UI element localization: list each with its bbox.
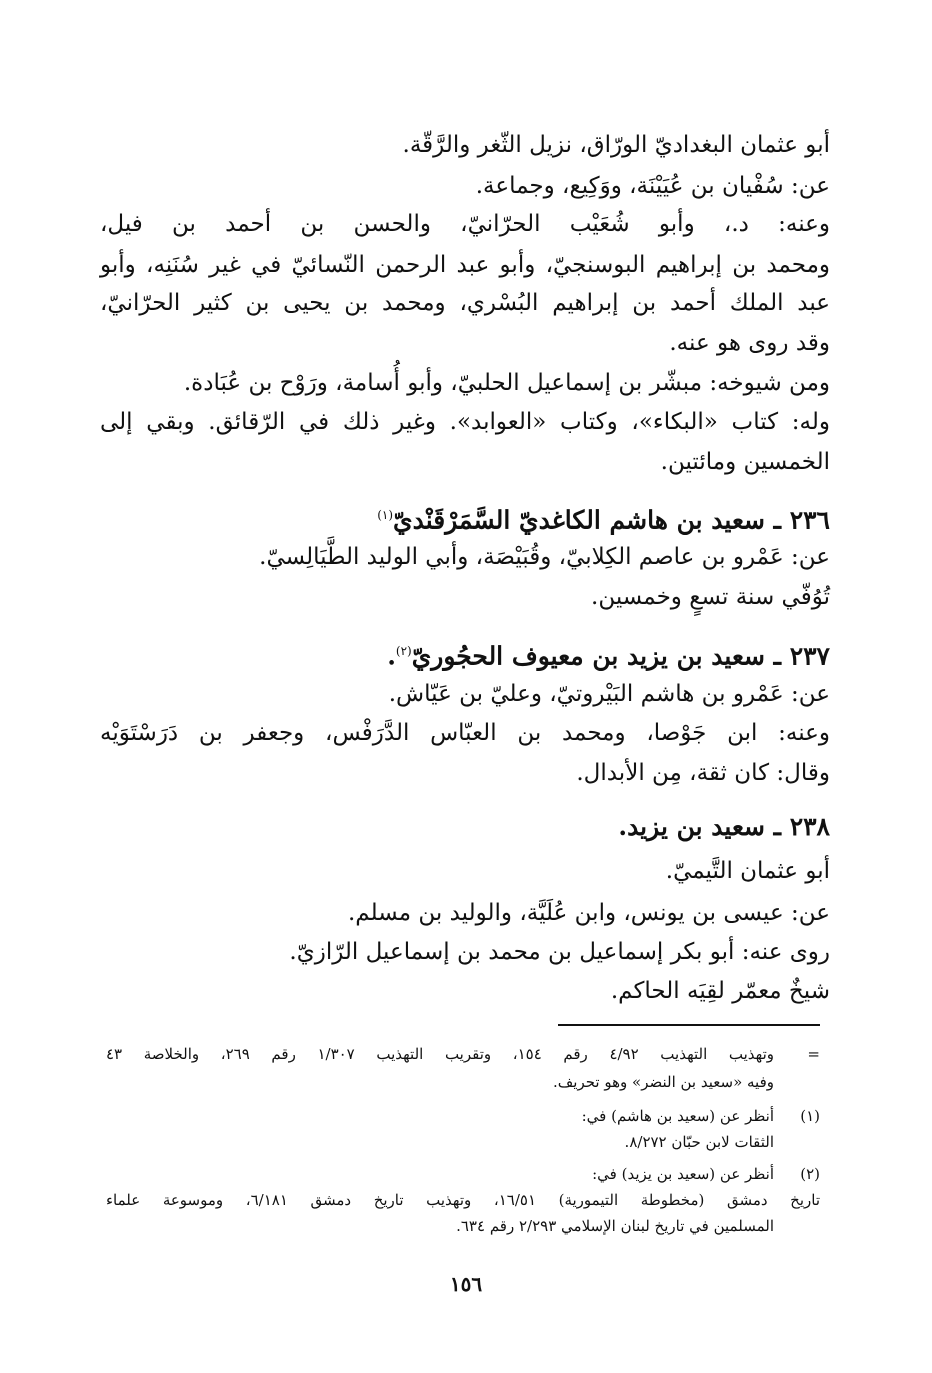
page-number: ١٥٦ (449, 1272, 483, 1296)
trailing-period: . (387, 641, 396, 671)
footnote-number: (١) (800, 1107, 820, 1125)
footnote-divider (558, 1024, 820, 1026)
footnote-line: تاريخ دمشق (مخطوطة التيمورية) ١٦/٥١، وتهذيب تاريخ دمشق ٦/١٨١، وموسوعة علماء (106, 1191, 820, 1209)
text-line: شيخٌ معمّر لقِيَه الحاكم. (610, 978, 830, 1004)
footnote-line: أنظر عن (سعيد بن هاشم) في: (581, 1107, 774, 1125)
footnote-number: (٢) (800, 1165, 820, 1183)
entry-heading (377, 498, 830, 537)
text-line: عن: عَمْرو بن عاصم الكِلابيّ، وقُبَيْصَة، وأبي الوليد الطَّيَالِسيّ. (259, 544, 830, 570)
text-line: وله: كتاب «البكاء»، وكتاب «العوابد». وغير ذلك في الرّقائق. وبقي إلى (100, 409, 830, 435)
text-line: وقال: كان ثقة، مِن الأبدال. (576, 760, 830, 786)
text-line: روى عنه: أبو بكر إسماعيل بن محمد بن إسماعيل الرّازيّ. (289, 939, 830, 965)
footnote-line: أنظر عن (سعيد بن يزيد) في: (592, 1165, 774, 1183)
footnote-ref: (١) (377, 508, 394, 522)
text-line: عن: سُفْيان بن عُيَيْنَة، ووَكِيع، وجماعة. (475, 173, 830, 199)
entry-title: ٢٣٦ ـ سعيد بن هاشم الكاغديّ السَّمَرْقَنْديّ (393, 505, 830, 535)
footnote-line: وفيه «سعيد بن النضر» وهو تحريف. (552, 1073, 774, 1091)
text-line: ومحمد بن إبراهيم البوسنجيّ، وأبو عبد الرحمن النّسائيّ في غير سُنَنِه، وأبو (100, 252, 830, 278)
footnote-line: الثقات لابن حبّان ٨/٢٧٢. (624, 1133, 774, 1151)
entry-title: ٢٣٧ ـ سعيد بن يزيد بن معيوف الحجُوريّ (411, 641, 830, 671)
text-line: وعنه: ابن جَوْصا، ومحمد بن العبّاس الدَّرَفْس، وجعفر بن دَرَسْتَوَيْه (100, 720, 830, 746)
text-line: ومن شيوخه: مبشّر بن إسماعيل الحلبيّ، وأبو أُسامة، ورَوْح بن عُبَادة. (183, 370, 830, 396)
text-line: عن: عَمْرو بن هاشم البَيْروتيّ، وعليّ بن عَيّاش. (388, 681, 830, 707)
text-line: وعنه: د.، وأبو شُعَيْب الحرّانيّ، والحسن بن أحمد بن فيل، (100, 211, 830, 237)
footnote-line: المسلمين في تاريخ لبنان الإسلامي ٢/٢٩٣ رقم ٦٣٤. (456, 1217, 774, 1235)
text-line: عبد الملك أحمد بن إبراهيم البُسْري، ومحمد بن يحيى بن كثير الحرّانيّ، (100, 290, 830, 316)
text-line: أبو عثمان التَّيميّ. (665, 858, 830, 884)
text-line: تُوُفّي سنة تسعٍ وخمسين. (591, 584, 830, 610)
footnote-ref: (٢) (395, 644, 412, 658)
continuation-mark: = (807, 1045, 820, 1063)
entry-heading (387, 634, 830, 673)
text-line: وقد روى هو عنه. (669, 330, 830, 356)
footnote-line: وتهذيب التهذيب ٤/٩٢ رقم ١٥٤، وتقريب التهذيب ١/٣٠٧ رقم ٢٦٩، والخلاصة ٤٣ (106, 1045, 774, 1063)
entry-heading: ٢٣٨ ـ سعيد بن يزيد. (618, 812, 830, 841)
text-line: أبو عثمان البغداديّ الورّاق، نزيل الثّغر والرَّقّة. (402, 132, 830, 158)
text-line: الخمسين ومائتين. (660, 449, 830, 475)
text-line: عن: عيسى بن يونس، وابن عُلَيَّة، والوليد بن مسلم. (348, 900, 830, 926)
